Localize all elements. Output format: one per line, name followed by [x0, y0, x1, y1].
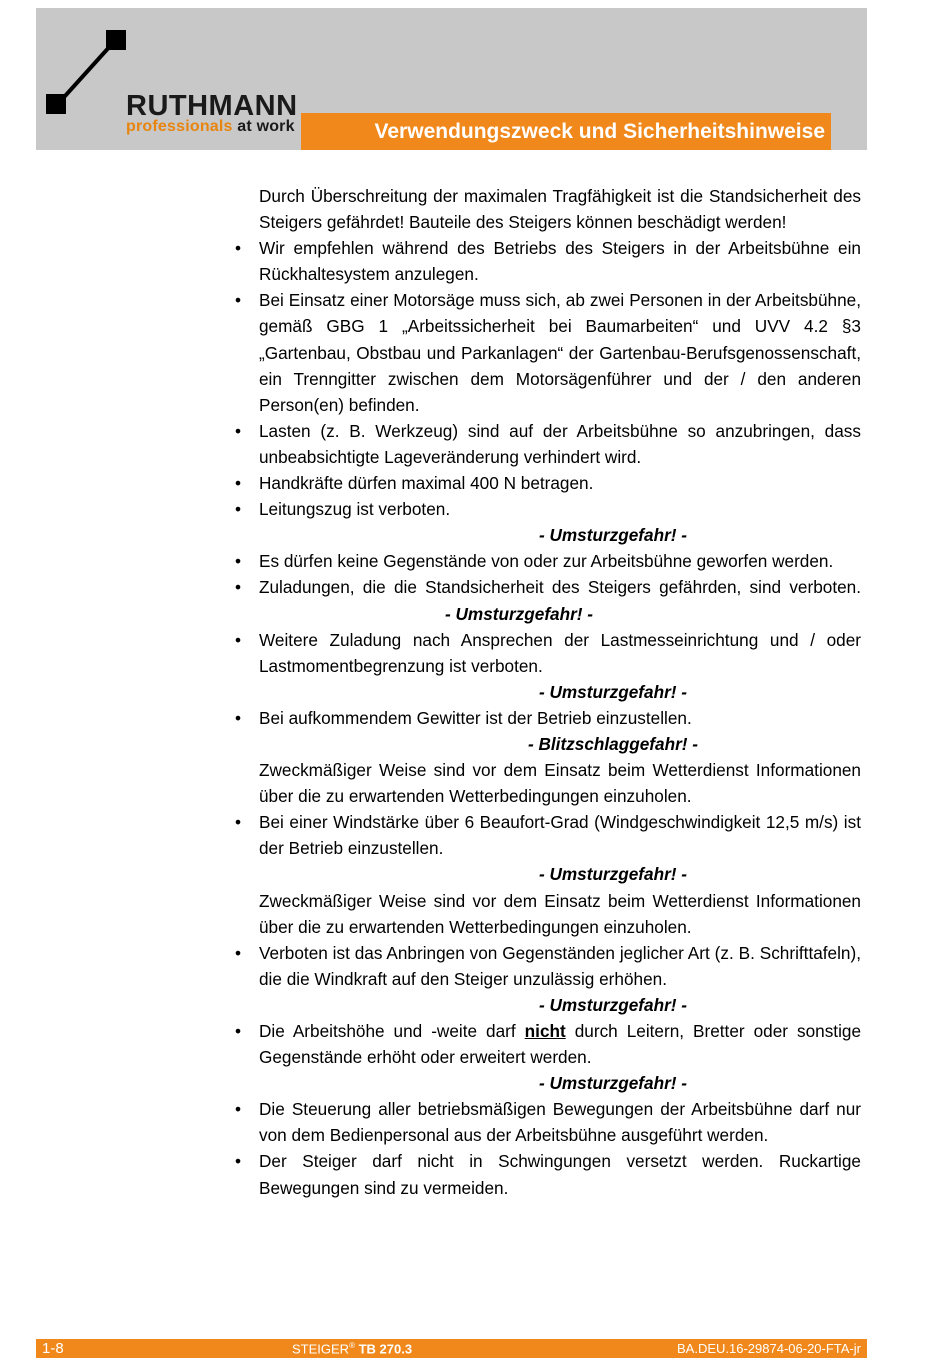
list-item-text: Weitere Zuladung nach Ansprechen der Lastmesseinrichtung und / oder Lastmomentbegrenzung ist verboten. — [259, 629, 861, 676]
list-item — [234, 1096, 861, 1148]
page-number: 1-8 — [42, 1340, 64, 1357]
list-item-text-after: durch Leitern, Bretter oder sonstige Gegenstände erhöht oder erweitert werden. — [259, 1021, 862, 1068]
list-item-text: Lasten (z. B. Werkzeug) sind auf der Arbeitsbühne so anzubringen, dass unbeabsichtigte Lageveränderung verhindert wird. — [259, 420, 861, 467]
brand-name: RUTHMANN — [126, 90, 298, 122]
bullet: • — [234, 290, 242, 311]
list-item — [234, 418, 861, 470]
bullet: • — [234, 1151, 242, 1172]
list-item — [234, 627, 861, 705]
model-name: TB 270.3 — [358, 1341, 413, 1357]
model-prefix: STEIGER — [292, 1341, 350, 1357]
list-item-text: Leitungszug ist verboten. — [259, 499, 451, 520]
document-body — [234, 183, 862, 1201]
page-title: Verwendungszweck und Sicherheitshinweise — [301, 113, 831, 150]
page-footer — [36, 1339, 867, 1358]
list-item — [234, 809, 861, 939]
bullet: • — [234, 942, 242, 963]
list-item-text: Zuladungen, die die Standsicherheit des Steigers gefährden, sind verboten. — [259, 577, 861, 598]
warning-text: - Blitzschlaggefahr! - — [528, 733, 698, 754]
model-label — [292, 1341, 412, 1356]
list-item-text: Verboten ist das Anbringen von Gegenständen jeglicher Art (z. B. Schrifttafeln), die die Windkraft auf den Steiger unzulässig erhöhen. — [259, 942, 861, 989]
brand-tagline — [126, 118, 295, 136]
note-text: Zweckmäßiger Weise sind vor dem Einsatz beim Wetterdienst Informationen über die zu erwartenden Wetterbedingungen einzuholen. — [259, 760, 861, 807]
bullet: • — [234, 473, 242, 494]
tagline-part-2: at work — [237, 118, 295, 135]
emphasis-text: nicht — [524, 1021, 566, 1041]
list-item — [234, 574, 861, 626]
list-item-text: Die Steuerung aller betriebsmäßigen Bewegungen der Arbeitsbühne darf nur von dem Bedienpersonal aus der Arbeitsbühne ausgeführt werden. — [259, 1099, 861, 1146]
list-item — [234, 548, 861, 574]
intro-paragraph: Durch Überschreitung der maximalen Tragfähigkeit ist die Standsicherheit des Steigers gefährdet! Bauteile des Steigers können beschädigt werden! — [259, 186, 861, 233]
list-item-text: Es dürfen keine Gegenstände von oder zur Arbeitsbühne geworfen werden. — [259, 551, 834, 572]
bullet: • — [234, 812, 242, 833]
warning-text: - Umsturzgefahr! - — [538, 525, 687, 546]
list-item-text: Handkräfte dürfen maximal 400 N betragen. — [259, 473, 594, 494]
list-item — [234, 496, 861, 548]
list-item — [234, 940, 861, 1018]
warning-text: - Umsturzgefahr! - — [538, 994, 687, 1015]
list-item — [234, 235, 861, 287]
bullet: • — [234, 499, 242, 520]
bullet: • — [234, 1021, 242, 1041]
list-item-text: Bei aufkommendem Gewitter ist der Betrieb einzustellen. — [259, 707, 692, 728]
bullet: • — [234, 1099, 242, 1120]
list-item-text-before: Die Arbeitshöhe und -weite darf — [259, 1021, 516, 1041]
list-item-text: Der Steiger darf nicht in Schwingungen versetzt werden. Ruckartige Bewegungen sind zu vermeiden. — [259, 1151, 861, 1198]
ruthmann-logo-icon — [42, 28, 132, 128]
list-item — [234, 470, 861, 496]
bullet: • — [234, 420, 242, 441]
list-item-text: Wir empfehlen während des Betriebs des Steigers in der Arbeitsbühne ein Rückhaltesystem anzulegen. — [259, 238, 861, 285]
list-item-text: Bei Einsatz einer Motorsäge muss sich, ab zwei Personen in der Arbeitsbühne, gemäß GBG 1 „Arbeitssicherheit bei Baumarbeiten“ und UVV 4.2 §3 „Gartenbau, Obstbau und Parkanlagen“ der Gartenbau-Berufsgenossenschaft, ein Trenngitter zwischen dem Motorsägenführer und der / den anderen Person(en) befinden. — [259, 290, 861, 415]
note-text: Zweckmäßiger Weise sind vor dem Einsatz beim Wetterdienst Informationen über die zu erwartenden Wetterbedingungen einzuholen. — [259, 890, 861, 937]
tagline-part-1: professionals — [126, 118, 233, 135]
registered-mark: ® — [349, 1341, 355, 1350]
warning-text: - Umsturzgefahr! - — [538, 1073, 687, 1094]
bullet: • — [234, 577, 242, 598]
list-item — [234, 1018, 862, 1096]
list-item — [234, 705, 861, 809]
document-number: BA.DEU.16-29874-06-20-FTA-jr — [677, 1341, 861, 1356]
warning-text: - Umsturzgefahr! - — [538, 864, 687, 885]
list-item — [234, 287, 861, 417]
bullet: • — [234, 551, 242, 572]
bullet: • — [234, 238, 242, 259]
warning-text: - Umsturzgefahr! - — [445, 603, 594, 624]
warning-text: - Umsturzgefahr! - — [538, 681, 687, 702]
bullet: • — [234, 707, 242, 728]
list-item — [234, 1148, 861, 1200]
bullet: • — [234, 629, 242, 650]
list-item-text: Bei einer Windstärke über 6 Beaufort-Grad (Windgeschwindigkeit 12,5 m/s) ist der Betrieb einzustellen. — [259, 812, 861, 859]
